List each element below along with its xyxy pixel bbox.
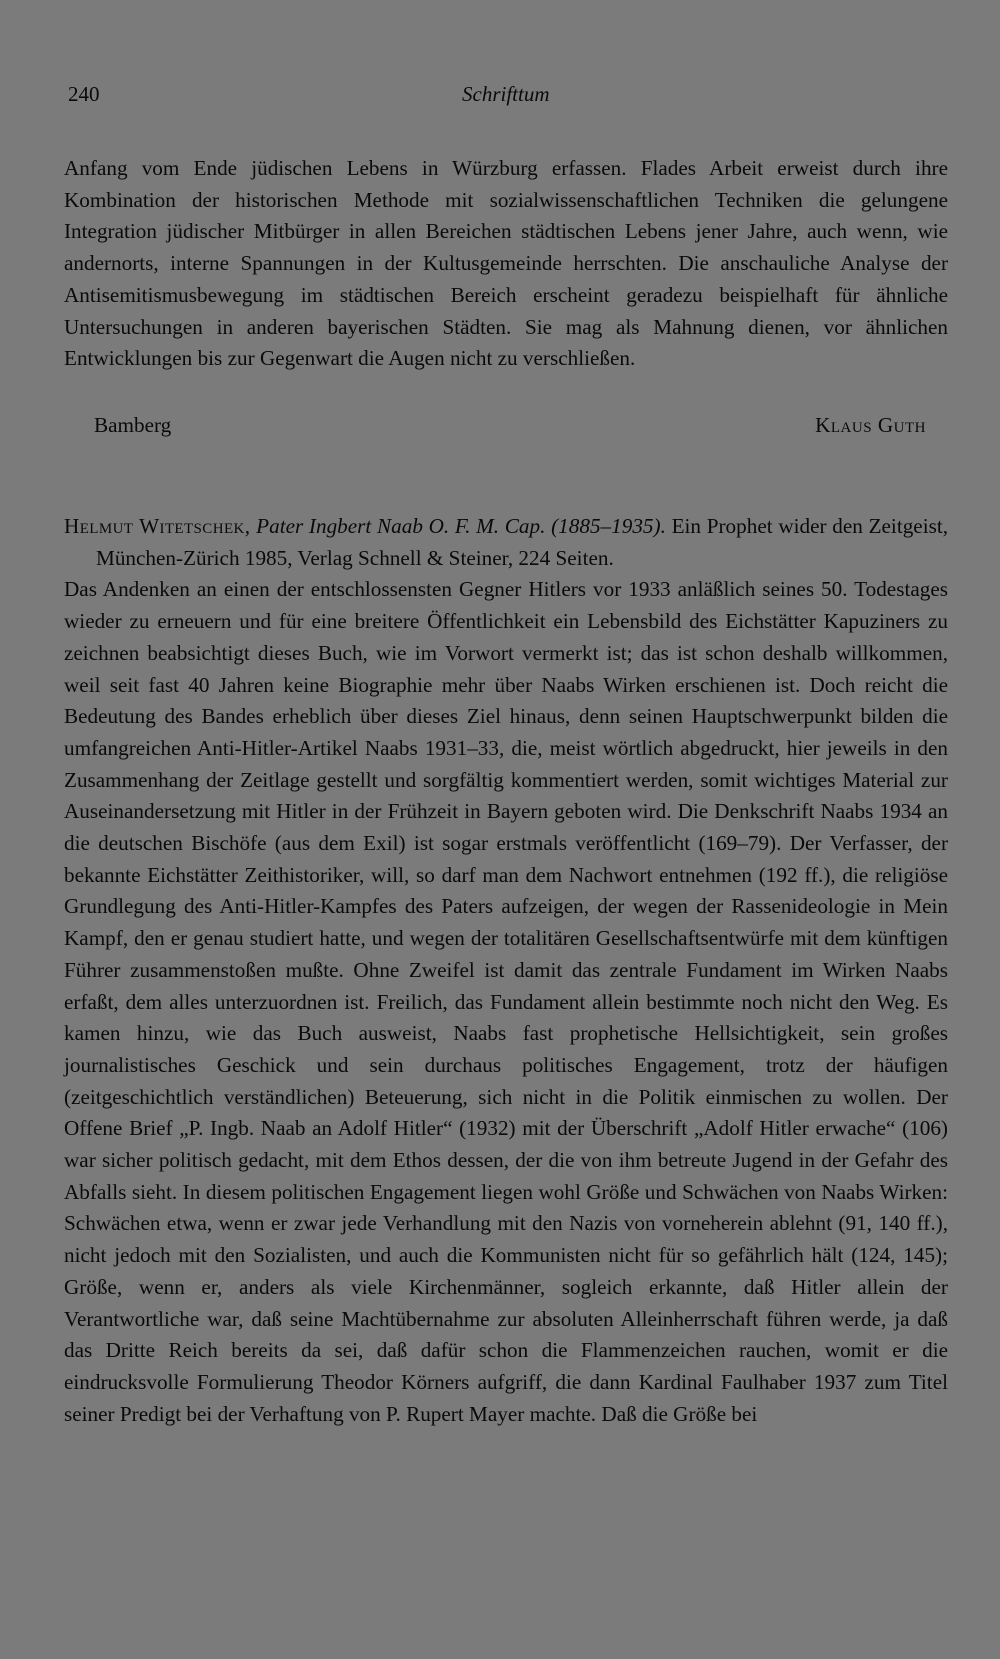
signature-author: Klaus Guth [815,413,926,437]
book-title: Pater Ingbert Naab O. F. M. Cap. (1885–1935). [256,514,666,538]
signature-place: Bamberg [94,413,172,437]
review-entry [64,511,948,1430]
review-signature [64,413,948,445]
page-number: 240 [68,82,100,106]
book-author: Helmut Witetschek, [64,514,251,538]
book-citation: Ein Prophet wider den Zeitgeist, München-Zürich 1985, Verlag Schnell & Steiner, 224 Seiten. [96,514,949,570]
bibliographic-header [64,511,948,574]
review-body: Das Andenken an einen der entschlossensten Gegner Hitlers vor 1933 anläßlich seines 50. Todestages wieder zu erneuern und für eine breitere Öffentlichkeit ein Lebensbild des Eichstätter Kapuziners zu zeichnen beabsichtigt dieses Buch, wie im Vorwort vermerkt ist; das ist schon deshalb willkommen, weil seit fast 40 Jahren keine Biographie mehr über Naabs Wirken erschienen ist. Doch reicht die Bedeutung des Bandes erheblich über dieses Ziel hinaus, denn seinen Hauptschwerpunkt bilden die umfangreichen Anti-Hitler-Artikel Naabs 1931–33, die, meist wörtlich abgedruckt, hier jeweils in den Zusammenhang der Zeitlage gestellt und sorgfältig kommentiert werden, somit wichtiges Material zur Auseinandersetzung mit Hitler in der Frühzeit in Bayern geboten wird. Die Denkschrift Naabs 1934 an die deutschen Bischöfe (aus dem Exil) ist sogar erstmals veröffentlicht (169–79). Der Verfasser, der bekannte Eichstätter Zeithistoriker, will, so darf man dem Nachwort entnehmen (192 ff.), die religiöse Grundlegung des Anti-Hitler-Kampfes des Paters aufzeigen, der wegen der Rassenideologie in Mein Kampf, den er genau studiert hatte, und wegen der totalitären Gesellschaftsentwürfe mit dem künftigen Führer zusammenstoßen mußte. Ohne Zweifel ist damit das zentrale Fundament im Wirken Naabs erfaßt, dem alles unterzuordnen ist. Freilich, das Fundament allein bestimmte noch nicht den Weg. Es kamen hinzu, wie das Buch ausweist, Naabs fast prophetische Hellsichtigkeit, sein großes journalistisches Geschick und sein durchaus politisches Engagement, trotz der häufigen (zeitgeschichtlich verständlichen) Beteuerung, sich nicht in die Politik einmischen zu wollen. Der Offene Brief „P. Ingb. Naab an Adolf Hitler“ (1932) mit der Überschrift „Adolf Hitler erwache“ (106) war sicher politisch gedacht, mit dem Ethos dessen, der die von ihm betreute Jugend in der Gefahr des Abfalls sieht. In diesem politischen Engagement liegen wohl Größe und Schwächen von Naabs Wirken: Schwächen etwa, wenn er zwar jede Verhandlung mit den Nazis von vorneherein ablehnt (91, 140 ff.), nicht jedoch mit den Sozialisten, und auch die Kommunisten nicht für so gefährlich hält (124, 145); Größe, wenn er, anders als viele Kirchenmänner, sogleich erkannte, daß Hitler allein der Verantwortliche war, daß seine Machtübernahme zur absoluten Alleinherrschaft führen werde, ja daß das Dritte Reich bereits da sei, daß dafür schon die Flammenzeichen rauchen, womit er die eindrucksvolle Formulierung Theodor Körners aufgriff, die dann Kardinal Faulhaber 1937 zum Titel seiner Predigt bei der Verhaftung von P. Rupert Mayer machte. Daß die Größe bei [64,577,948,1426]
page-header [68,82,948,112]
running-head: Schrifttum [462,82,550,106]
review-text-ending: Anfang vom Ende jüdischen Lebens in Würzburg erfassen. Flades Arbeit erweist durch ihre Kombination der historischen Methode mit sozialwissenschaftlichen Techniken die gelungene Integration jüdischer Mitbürger in allen Bereichen städtischen Lebens jener Jahre, auch wenn, wie andernorts, interne Spannungen in der Kultusgemeinde herrschten. Die anschauliche Analyse der Antisemitismusbewegung im städtischen Bereich erscheint geradezu beispielhaft für ähnliche Untersuchungen in anderen bayerischen Städten. Sie mag als Mahnung dienen, vor ähnlichen Entwicklungen bis zur Gegenwart die Augen nicht zu verschließen. [64,156,948,371]
